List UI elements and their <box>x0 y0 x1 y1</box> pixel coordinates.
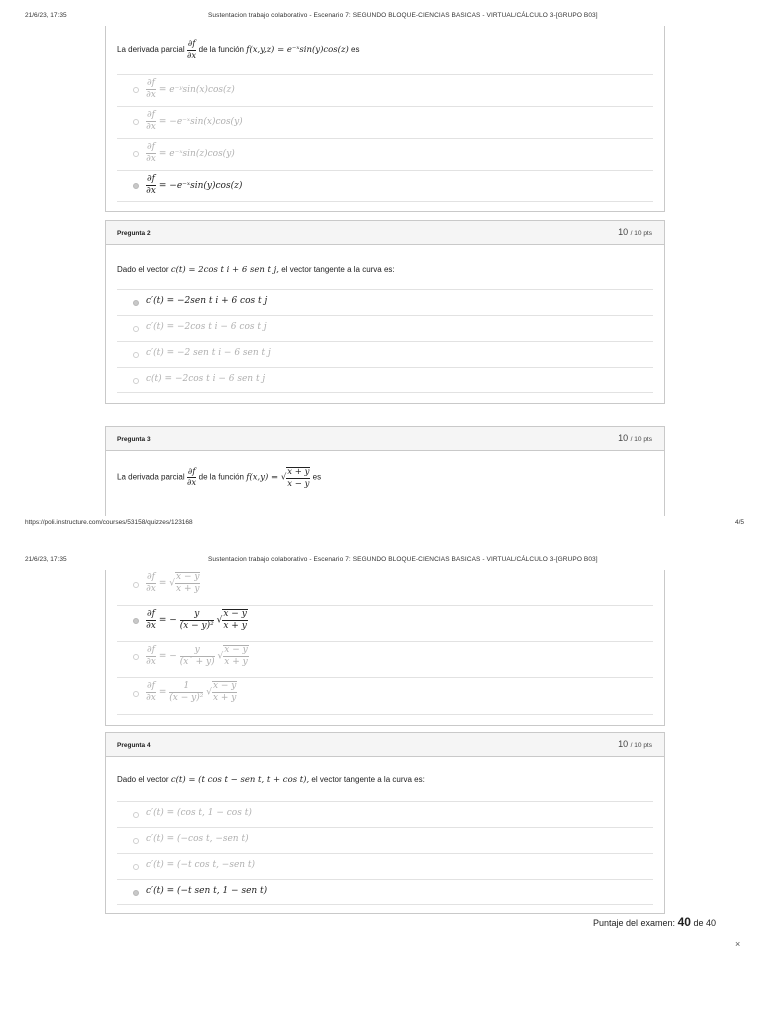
question-3-card <box>105 426 665 516</box>
answer-option[interactable]: $\frac{\partial f}{\partial x}$ = − $\frac{y}{(x` + y)}$ √ $\frac{x - y}{x + y}$ <box>117 641 653 677</box>
radio-button-selected[interactable] <box>133 890 139 896</box>
question-points: 10 / 10 pts <box>618 227 652 237</box>
radio-button[interactable] <box>133 582 139 588</box>
question-4-card <box>105 732 665 914</box>
question-2-prompt: Dado el vector c(t) = 2cos t i + 6 sen t j, el vector tangente a la curva es: <box>117 265 395 275</box>
print-header-1 <box>0 0 768 19</box>
question-3-prompt: La derivada parcial $\frac{\partial f}{\partial x}$ de la función f(x,y) = √ $\frac{x + y}{x - y}$ es <box>117 466 322 489</box>
answer-option[interactable]: c(t) = −2cos t i − 6 sen t j <box>117 367 653 393</box>
header-date: 21/6/23, 17:35 <box>25 12 67 19</box>
radio-button-selected[interactable] <box>133 183 139 189</box>
answer-option-selected[interactable]: c′(t) = −2sen t i + 6 cos t j <box>117 289 653 315</box>
answer-option[interactable]: $\frac{\partial f}{\partial x}$ = e⁻ʸsin(x)cos(z) <box>117 74 653 106</box>
print-footer-url: https://poli.instructure.com/courses/53158/quizzes/123168 <box>25 519 193 526</box>
radio-button[interactable] <box>133 87 139 93</box>
question-4-prompt: Dado el vector c(t) = (t cos t − sen t, t + cos t), el vector tangente a la curva es: <box>117 775 425 785</box>
answer-option-selected[interactable]: $\frac{\partial f}{\partial x}$ = −e⁻ˣsin(y)cos(z) <box>117 170 653 202</box>
answer-option[interactable]: c′(t) = (−t cos t, −sen t) <box>117 853 653 879</box>
answer-option-selected[interactable]: c′(t) = (−t sen t, 1 − sen t) <box>117 879 653 905</box>
print-footer-page: 4/5 <box>735 519 745 526</box>
question-3-answers <box>105 570 665 726</box>
question-points: 10 / 10 pts <box>618 739 652 749</box>
header-date: 21/6/23, 17:35 <box>25 556 67 563</box>
question-1-card <box>105 26 665 212</box>
question-label: Pregunta 3 <box>117 436 151 443</box>
radio-button[interactable] <box>133 864 139 870</box>
radio-button-selected[interactable] <box>133 300 139 306</box>
answer-option[interactable]: c′(t) = (cos t, 1 − cos t) <box>117 801 653 827</box>
question-points: 10 / 10 pts <box>618 433 652 443</box>
question-4-header <box>106 733 664 757</box>
header-title: Sustentacion trabajo colaborativo - Escenario 7: SEGUNDO BLOQUE-CIENCIAS BASICAS - VIRTUAL/CÁLCULO 3-[GRUPO B03] <box>208 556 598 563</box>
radio-button[interactable] <box>133 119 139 125</box>
radio-button[interactable] <box>133 812 139 818</box>
radio-button[interactable] <box>133 151 139 157</box>
radio-button[interactable] <box>133 691 139 697</box>
answer-option[interactable]: c′(t) = (−cos t, −sen t) <box>117 827 653 853</box>
question-label: Pregunta 2 <box>117 230 151 237</box>
exam-score: Puntaje del examen: 40 de 40 <box>593 915 716 929</box>
answer-option-selected[interactable]: $\frac{\partial f}{\partial x}$ = − $\frac{y}{\text{(x − y)²}}$ √ $\frac{x - y}{x + y}$ <box>117 605 653 641</box>
close-icon[interactable]: × <box>735 939 741 949</box>
answer-option[interactable]: $\frac{\partial f}{\partial x}$ = $\frac{1}{\text{(x − y)²}}$ √ $\frac{x - y}{x + y}$ <box>117 677 653 715</box>
radio-button[interactable] <box>133 352 139 358</box>
radio-button[interactable] <box>133 378 139 384</box>
answer-option[interactable]: $\frac{\partial f}{\partial x}$ = e⁻ˣsin(z)cos(y) <box>117 138 653 170</box>
print-header-2 <box>0 544 768 563</box>
question-3-header <box>106 427 664 451</box>
answer-option[interactable]: c′(t) = −2 sen t i − 6 sen t j <box>117 341 653 367</box>
question-2-card <box>105 220 665 404</box>
question-2-header <box>106 221 664 245</box>
radio-button[interactable] <box>133 838 139 844</box>
radio-button-selected[interactable] <box>133 618 139 624</box>
radio-button[interactable] <box>133 654 139 660</box>
radio-button[interactable] <box>133 326 139 332</box>
question-1-prompt: La derivada parcial $\frac{\partial f}{\partial x}$ de la función f(x,y,z) = e⁻ˣsin(y)cos(z) es <box>117 39 360 61</box>
answer-option[interactable]: c′(t) = −2cos t i − 6 cos t j <box>117 315 653 341</box>
answer-option[interactable]: $\frac{\partial f}{\partial x}$ = √ $\frac{x - y}{x + y}$ <box>117 570 653 605</box>
answer-option[interactable]: $\frac{\partial f}{\partial x}$ = −e⁻ˣsin(x)cos(y) <box>117 106 653 138</box>
header-title: Sustentacion trabajo colaborativo - Escenario 7: SEGUNDO BLOQUE-CIENCIAS BASICAS - VIRTUAL/CÁLCULO 3-[GRUPO B03] <box>208 12 598 19</box>
question-label: Pregunta 4 <box>117 742 151 749</box>
